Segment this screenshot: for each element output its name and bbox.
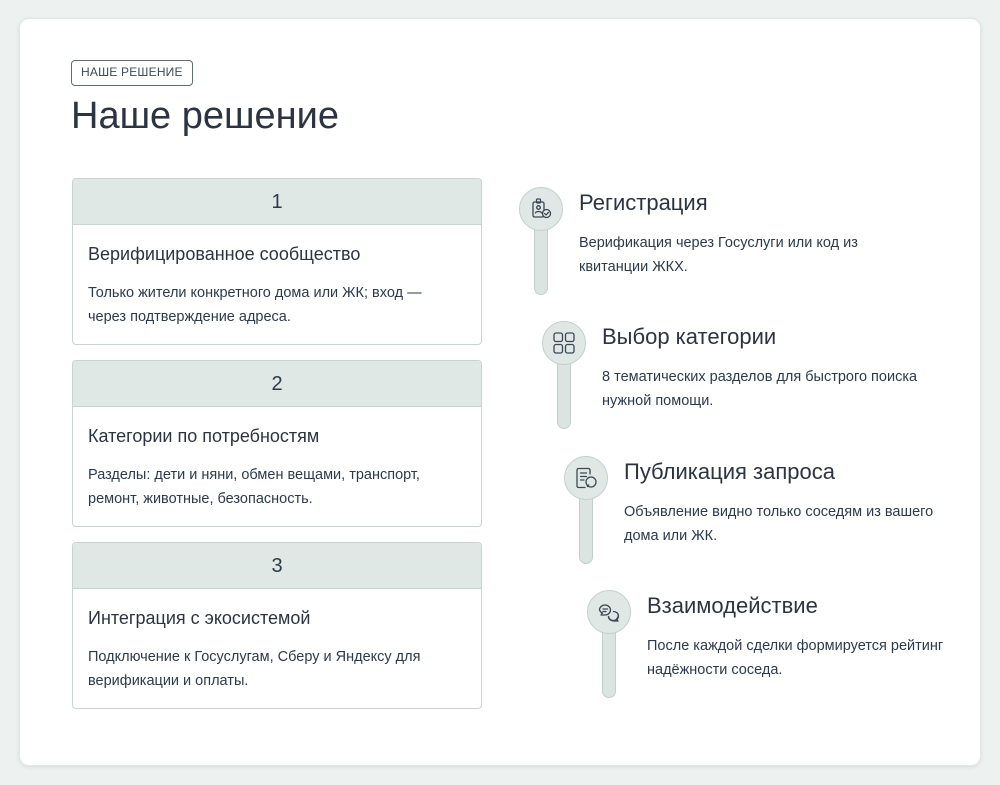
step-description: После каждой сделки формируется рейтинг надёжности соседа. xyxy=(647,638,944,678)
step-icon-circle xyxy=(542,321,586,365)
feature-description: Подключение к Госуслугам, Сберу и Яндексу для верификации и оплаты. xyxy=(88,649,421,689)
step-publish xyxy=(564,456,984,576)
feature-description: Только жители конкретного дома или ЖК; вход — через подтверждение адреса. xyxy=(88,285,422,325)
step-icon-circle xyxy=(519,187,563,231)
feature-card-2 xyxy=(72,360,482,527)
document-chat-icon xyxy=(573,465,599,491)
step-title: Выбор категории xyxy=(602,324,777,349)
step-title: Публикация запроса xyxy=(624,459,835,484)
feature-number: 1 xyxy=(73,179,481,225)
step-description: Верификация через Госуслуги или код из квитанции ЖКХ. xyxy=(579,235,858,275)
feature-title: Категории по потребностям xyxy=(88,426,320,446)
step-description: Объявление видно только соседям из вашего дома или ЖК. xyxy=(624,504,934,544)
id-badge-check-icon xyxy=(528,196,554,222)
page-title: Наше решение xyxy=(71,95,339,137)
step-category xyxy=(542,321,962,441)
step-interaction xyxy=(587,590,1000,710)
step-title: Взаимодействие xyxy=(647,593,818,618)
feature-title: Верифицированное сообщество xyxy=(88,244,361,264)
step-icon-circle xyxy=(564,456,608,500)
feature-description: Разделы: дети и няни, обмен вещами, транспорт, ремонт, животные, безопасность. xyxy=(88,467,420,507)
chat-bubbles-icon xyxy=(596,599,622,625)
step-description: 8 тематических разделов для быстрого поиска нужной помощи. xyxy=(602,369,918,409)
feature-number: 2 xyxy=(73,361,481,407)
step-registration xyxy=(519,187,939,307)
feature-title: Интеграция с экосистемой xyxy=(88,608,311,628)
feature-number: 3 xyxy=(73,543,481,589)
step-icon-circle xyxy=(587,590,631,634)
category-grid-icon xyxy=(551,330,577,356)
section-badge: НАШЕ РЕШЕНИЕ xyxy=(71,60,193,86)
step-title: Регистрация xyxy=(579,190,708,215)
feature-card-1 xyxy=(72,178,482,345)
feature-card-3 xyxy=(72,542,482,709)
